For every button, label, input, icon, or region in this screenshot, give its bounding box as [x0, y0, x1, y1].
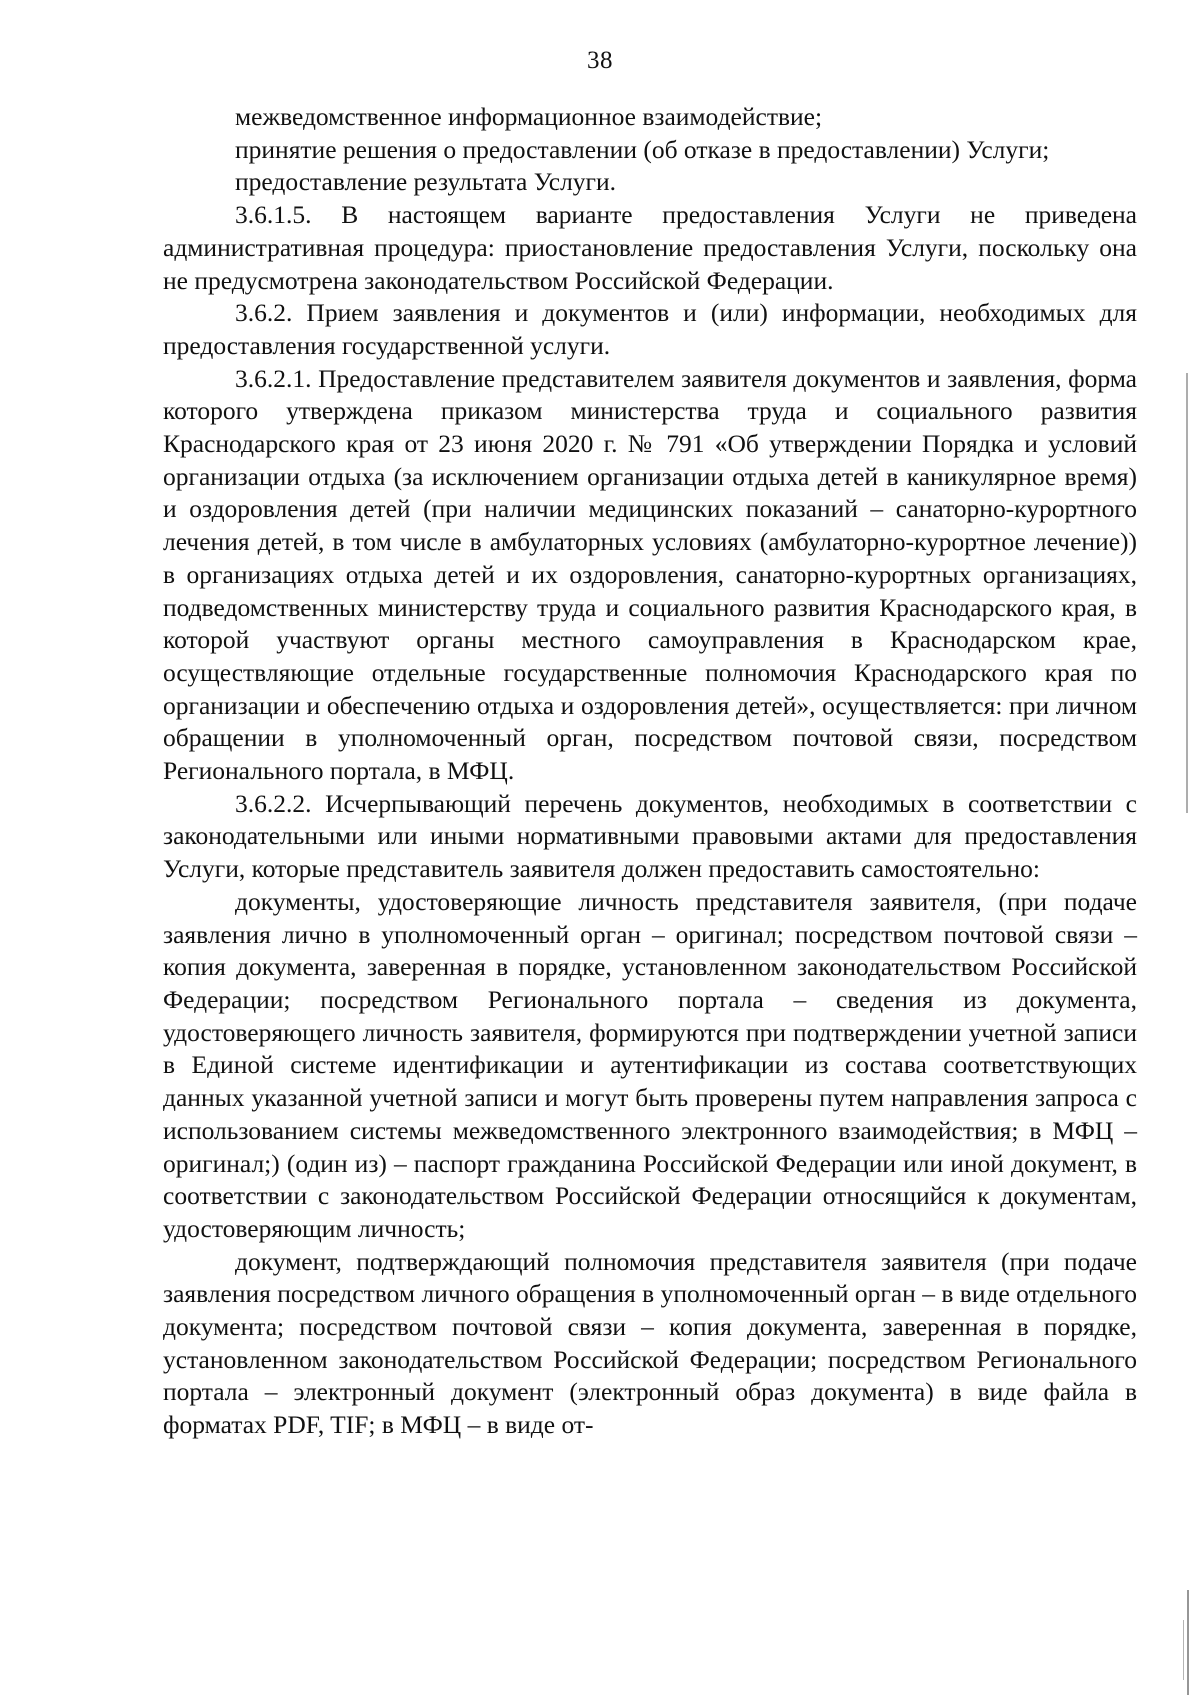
page-number: 38	[587, 47, 613, 74]
scan-edge-mark	[1183, 1620, 1184, 1680]
paragraph-authority-document: документ, подтверждающий полномочия представителя заявителя (при подаче заявления посредством личного обращения в уполномоченный орган – в виде отдельного документа; посредством почтовой связи – копия документа, заверенная в порядке, установленном законодательством Российской Федерации; посредством Регионального портала – электронный документ (электронный образ документа) в виде файла в форматах PDF, TIF; в МФЦ – в виде от-	[163, 1246, 1137, 1440]
paragraph-3-6-1-5: 3.6.1.5. В настоящем варианте предоставления Услуги не приведена административная процедура: приостановление предоставления Услуги, поскольку она не предусмотрена законодательством Российской Федерации.	[163, 200, 1137, 295]
scan-edge-mark	[1187, 1590, 1189, 1695]
paragraph-interagency-interaction: межведомственное информационное взаимодействие;	[235, 102, 823, 131]
paragraph-decision-making: принятие решения о предоставлении (об отказе в предоставлении) Услуги;	[235, 134, 1050, 164]
paragraph-3-6-2: 3.6.2. Прием заявления и документов и (или) информации, необходимых для предоставления государственной услуги.	[163, 298, 1137, 360]
paragraph-3-6-2-2: 3.6.2.2. Исчерпывающий перечень документов, необходимых в соответствии с законодательными или иными нормативными правовыми актами для предоставления Услуги, которые представитель заявителя должен предоставить самостоятельно:	[163, 788, 1137, 884]
paragraph-identity-documents: документы, удостоверяющие личность представителя заявителя, (при подаче заявления лично в уполномоченный орган – оригинал; посредством почтовой связи – копия документа, заверенная в порядке, установленном законодательством Российской Федерации; посредством Регионального портала – сведения из документа, удостоверяющего личность заявителя, формируются при подтверждении учетной записи в Единой системе идентификации и аутентификации из состава соответствующих данных указанной учетной записи и могут быть проверены путем направления запроса с использованием системы межведомственного электронного взаимодействия; в МФЦ – оригинал;) (один из) – паспорт гражданина Российской Федерации или иной документ, в соответствии с законодательством Российской Федерации относящийся к документам, удостоверяющим личность;	[163, 886, 1137, 1243]
scan-edge-mark	[1186, 373, 1188, 813]
document-body	[163, 101, 1137, 1442]
paragraph-3-6-2-1: 3.6.2.1. Предоставление представителем заявителя документов и заявления, форма которого утверждена приказом министерства труда и социального развития Краснодарского края от 23 июня 2020 г. № 791 «Об утверждении Порядка и условий организации отдыха (за исключением организации отдыха детей в каникулярное время) и оздоровления детей (при наличии медицинских показаний – санаторно-курортного лечения детей, в том числе в амбулаторных условиях (амбулаторно-курортное лечение)) в организациях отдыха детей и их оздоровления, санаторно-курортных организациях, подведомственных министерству труда и социального развития Краснодарского края, в которой участвуют органы местного самоуправления в Краснодарском крае, осуществляющие отдельные государственные полномочия Краснодарского края по организации и обеспечению отдыха и оздоровления детей», осуществляется: при личном обращении в уполномоченный орган, посредством почтовой связи, посредством Регионального портала, в МФЦ.	[163, 363, 1137, 786]
paragraph-result-provision: предоставление результата Услуги.	[235, 167, 617, 197]
